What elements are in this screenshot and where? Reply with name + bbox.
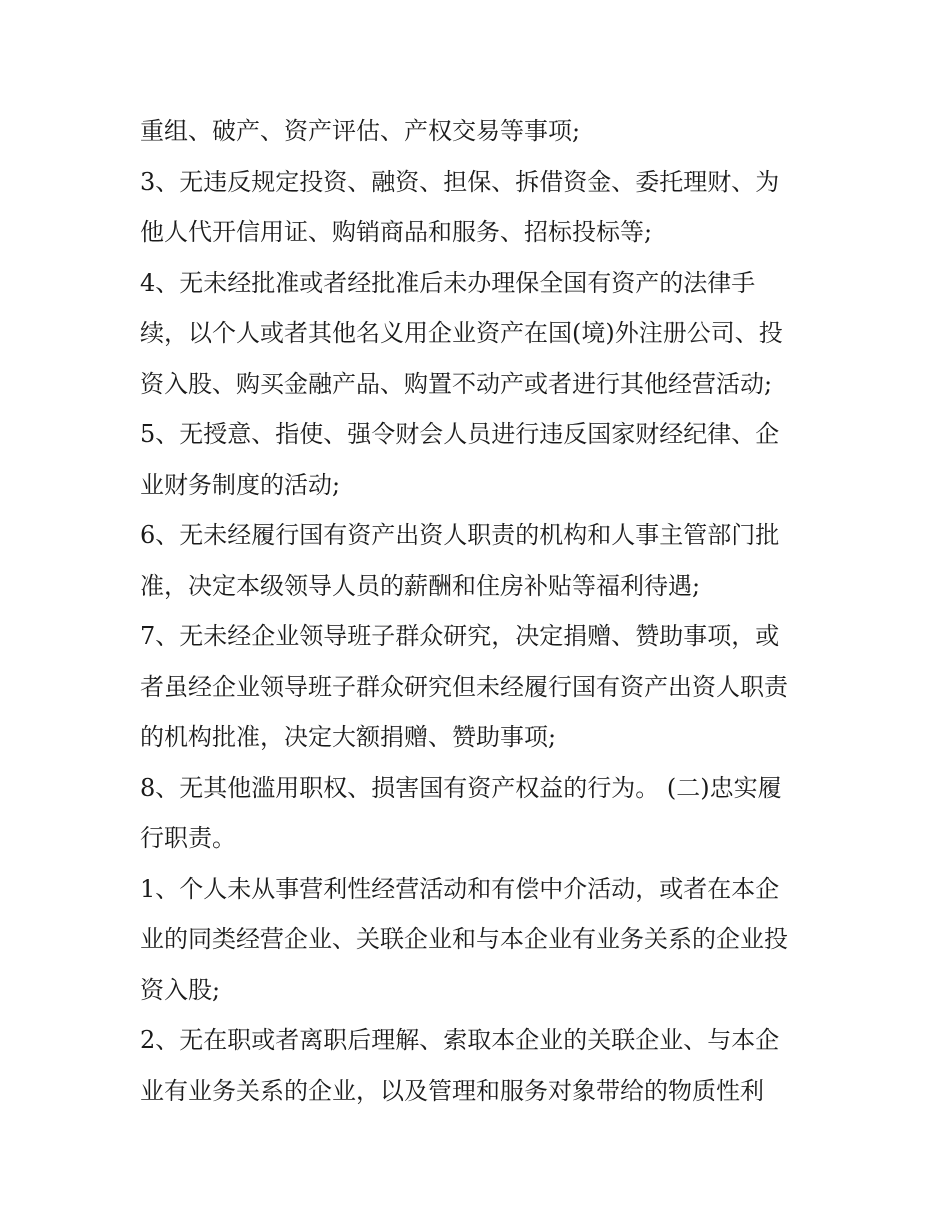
text-line: 6、无未经履行国有资产出资人职责的机构和人事主管部门批 <box>140 521 780 549</box>
text-line: 7、无未经企业领导班子群众研究，决定捐赠、赞助事项，或 <box>140 622 780 650</box>
text-line: 续，以个人或者其他名义用企业资产在国(境)外注册公司、投 <box>140 319 783 347</box>
text-line: 1、个人未从事营利性经营活动和有偿中介活动，或者在本企 <box>140 874 780 903</box>
text-line: 资入股、购买金融产品、购置不动产或者进行其他经营活动; <box>140 369 773 398</box>
text-line: 5、无授意、指使、强令财会人员进行违反国家财经纪律、企 <box>140 420 780 448</box>
text-line: 资入股; <box>140 975 221 1004</box>
text-line: 8、无其他滥用职权、损害国有资产权益的行为。 (二)忠实履 <box>140 773 782 802</box>
text-line: 重组、破产、资产评估、产权交易等事项; <box>140 117 581 145</box>
text-line: 他人代开信用证、购销商品和服务、招标投标等; <box>140 218 653 246</box>
text-line: 者虽经企业领导班子群众研究但未经履行国有资产出资人职责 <box>140 672 788 701</box>
text-line: 业有业务关系的企业，以及管理和服务对象带给的物质性利 <box>140 1076 764 1105</box>
text-line: 准，决定本级领导人员的薪酬和住房补贴等福利待遇; <box>140 571 701 600</box>
document-body <box>140 106 820 1116</box>
text-line: 2、无在职或者离职后理解、索取本企业的关联企业、与本企 <box>140 1026 780 1054</box>
text-line: 的机构批准，决定大额捐赠、赞助事项; <box>140 723 557 751</box>
text-line: 4、无未经批准或者经批准后未办理保全国有资产的法律手 <box>140 268 756 297</box>
text-line: 业的同类经营企业、关联企业和与本企业有业务关系的企业投 <box>140 925 788 953</box>
text-line: 业财务制度的活动; <box>140 470 341 499</box>
text-line: 行职责。 <box>140 824 236 852</box>
text-line: 3、无违反规定投资、融资、担保、拆借资金、委托理财、为 <box>140 167 780 196</box>
